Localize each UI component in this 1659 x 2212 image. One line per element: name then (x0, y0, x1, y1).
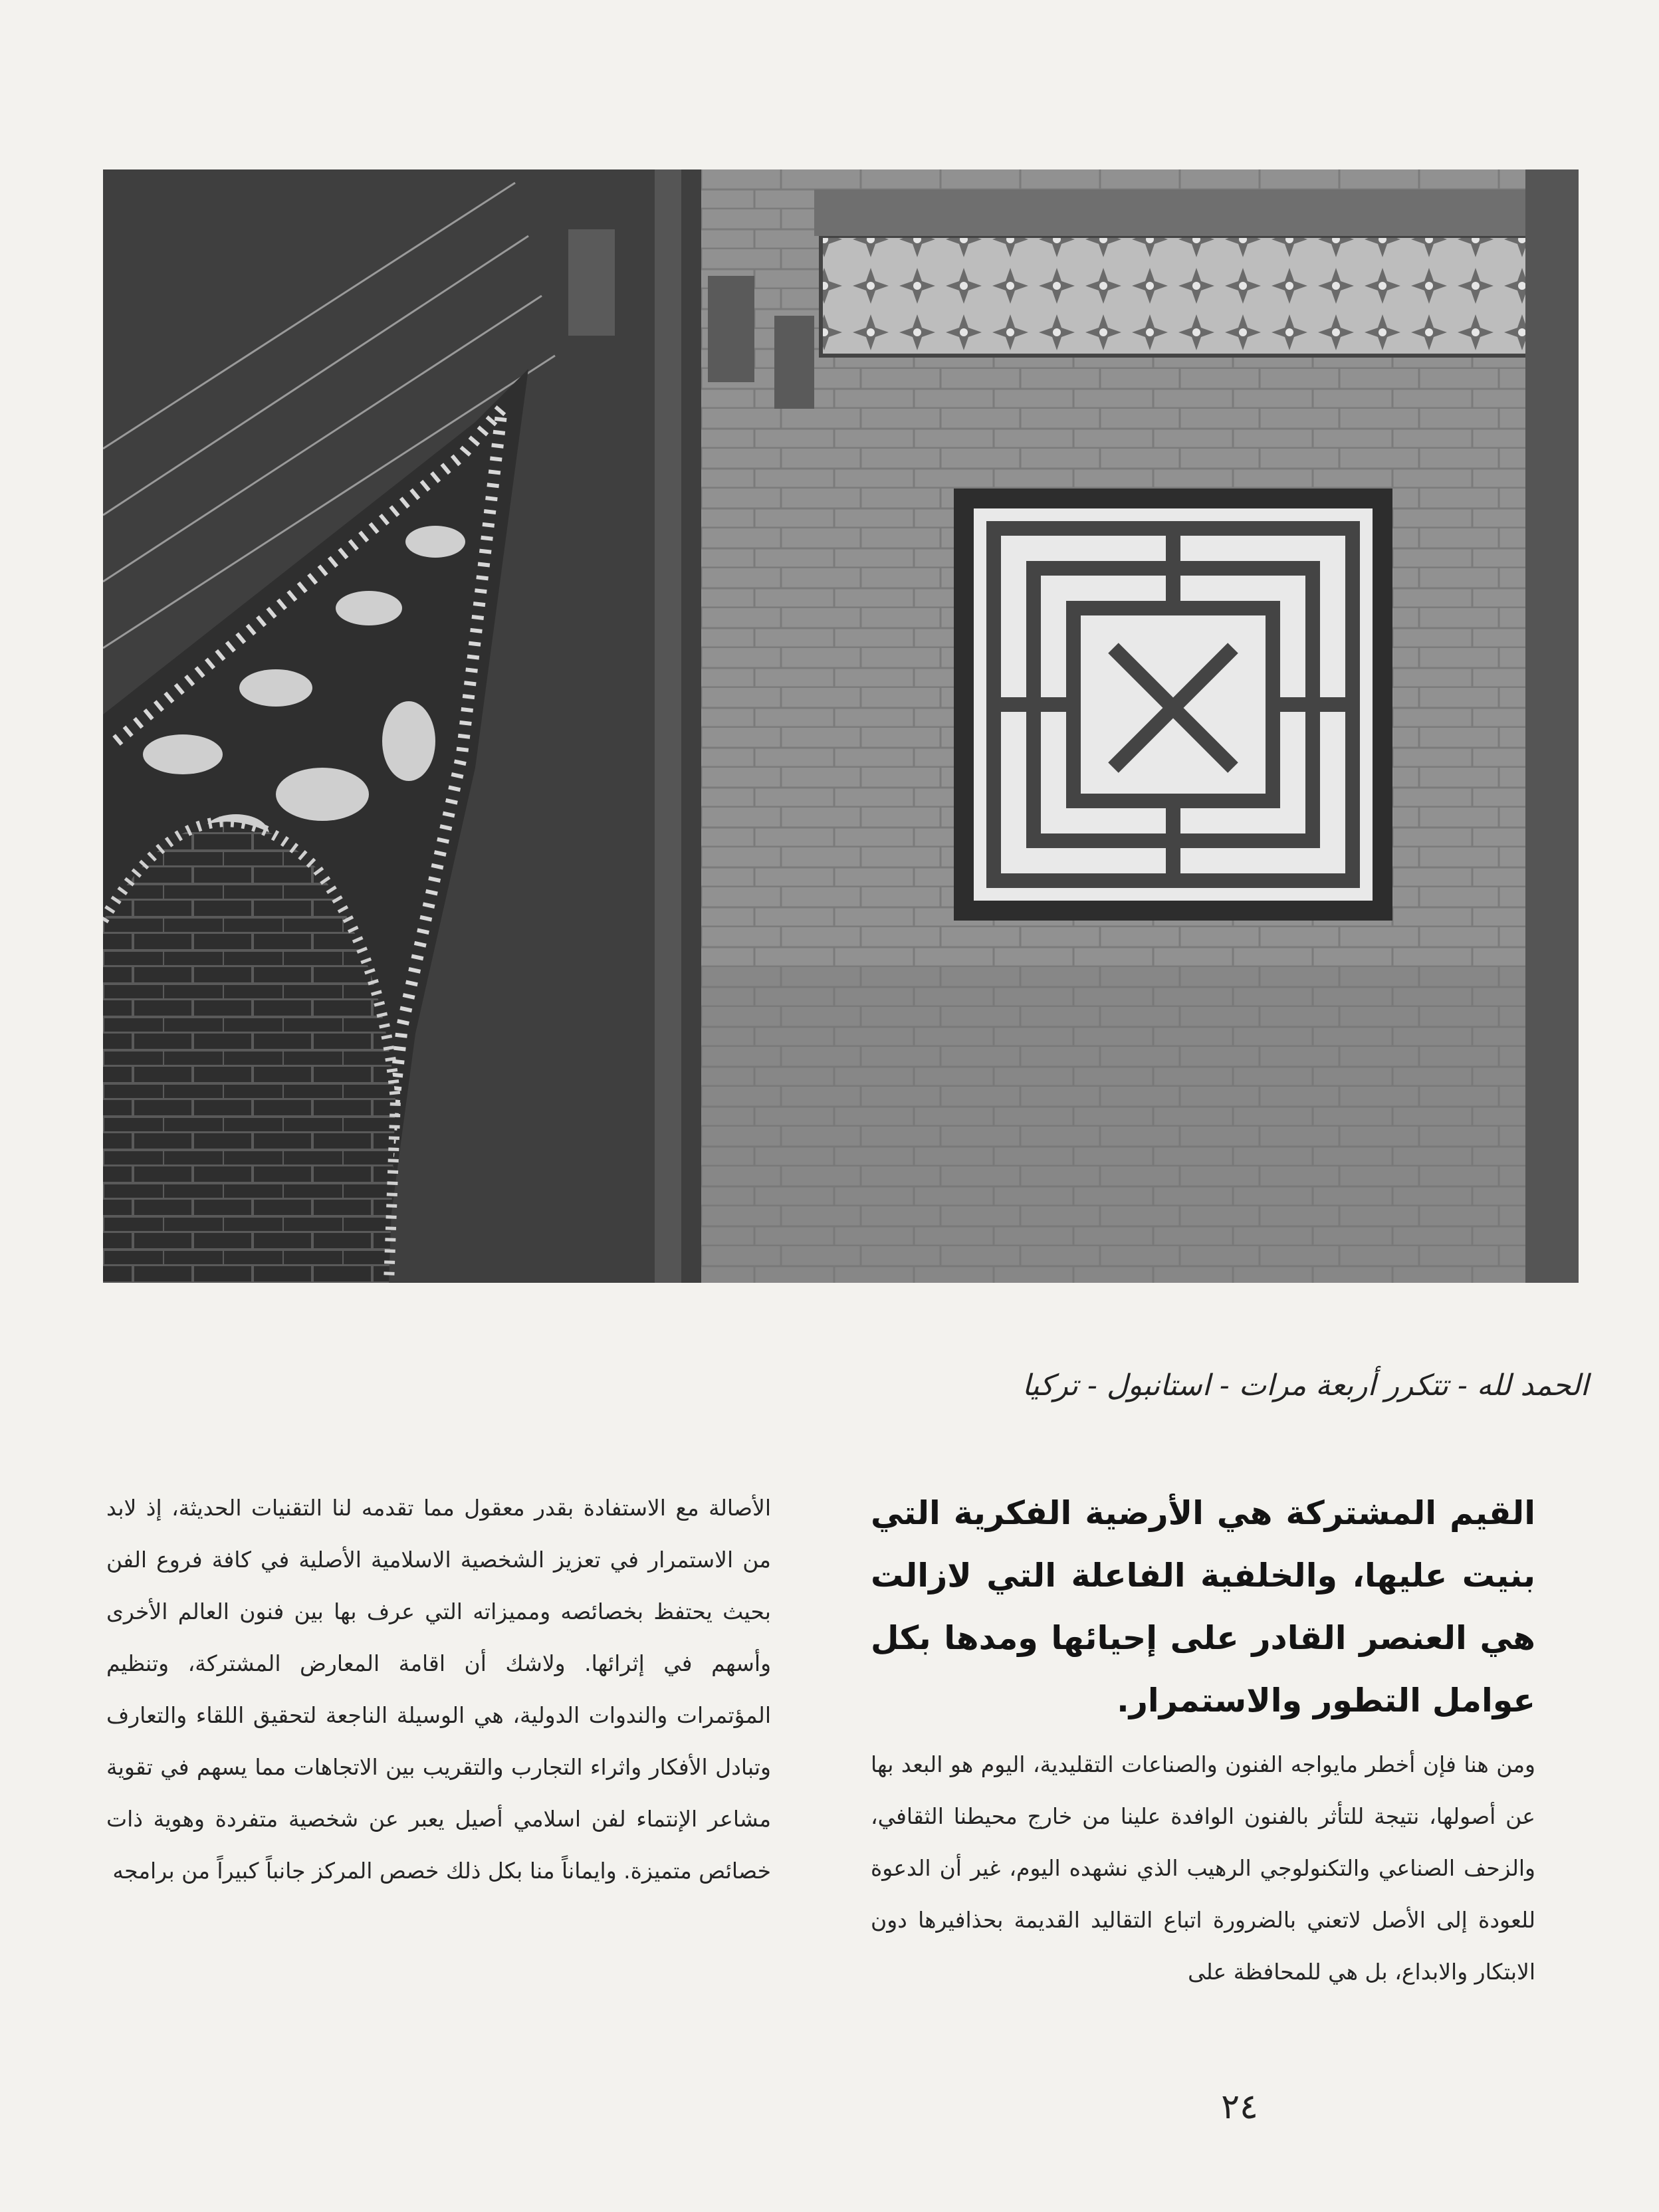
lead-paragraph: القيم المشتركة هي الأرضية الفكرية التي بنيت عليها، والخلفية الفاعلة التي لازالت هي العنصر القادر على إحيائها ومدها بكل عوامل التطور والاستمرار. (871, 1494, 1535, 1719)
page-number: ٢٤ (1221, 2087, 1258, 2127)
left-text-column (106, 1482, 771, 1897)
photo-illustration (103, 169, 1579, 1283)
photo-caption: الحمد لله - تتكرر أربعة مرات - استانبول - تركيا (1022, 1369, 1589, 1402)
right-body-paragraph: ومن هنا فإن أخطر مايواجه الفنون والصناعات التقليدية، اليوم هو البعد بها عن أصولها، نتيجة للتأثر بالفنون الوافدة علينا من خارج محيطنا الثقافي، والزحف الصناعي والتكنولوجي الرهيب الذي نشهده اليوم، غير أن الدعوة للعودة إلى الأصل لاتعني بالضرورة اتباع التقاليد القديمة بحذافيرها دون الابتكار والابداع، بل هي للمحافظة على (871, 1751, 1535, 1985)
mosque-photograph (103, 169, 1579, 1283)
left-body-paragraph: الأصالة مع الاستفادة بقدر معقول مما تقدمه لنا التقنيات الحديثة، إذ لابد من الاستمرار في تعزيز الشخصية الاسلامية الأصلية في كافة فروع الفن بحيث يحتفظ بخصائصه ومميزاته التي عرف بها بين فنون العالم الأخرى وأسهم في إثرائها. ولاشك أن اقامة المعارض المشتركة، وتنظيم المؤتمرات والندوات الدولية، هي الوسيلة الناجعة لتحقيق اللقاء والتعارف وتبادل الأفكار واثراء التجارب والتقريب بين الاتجاهات مما يسهم في تقوية مشاعر الإنتماء لفن اسلامي أصيل يعبر عن شخصية متفردة وهوية ذات خصائص متميزة. وايماناً منا بكل ذلك خصص المركز جانباً كبيراً من برامجه (106, 1495, 771, 1884)
right-text-column (871, 1482, 1535, 1998)
